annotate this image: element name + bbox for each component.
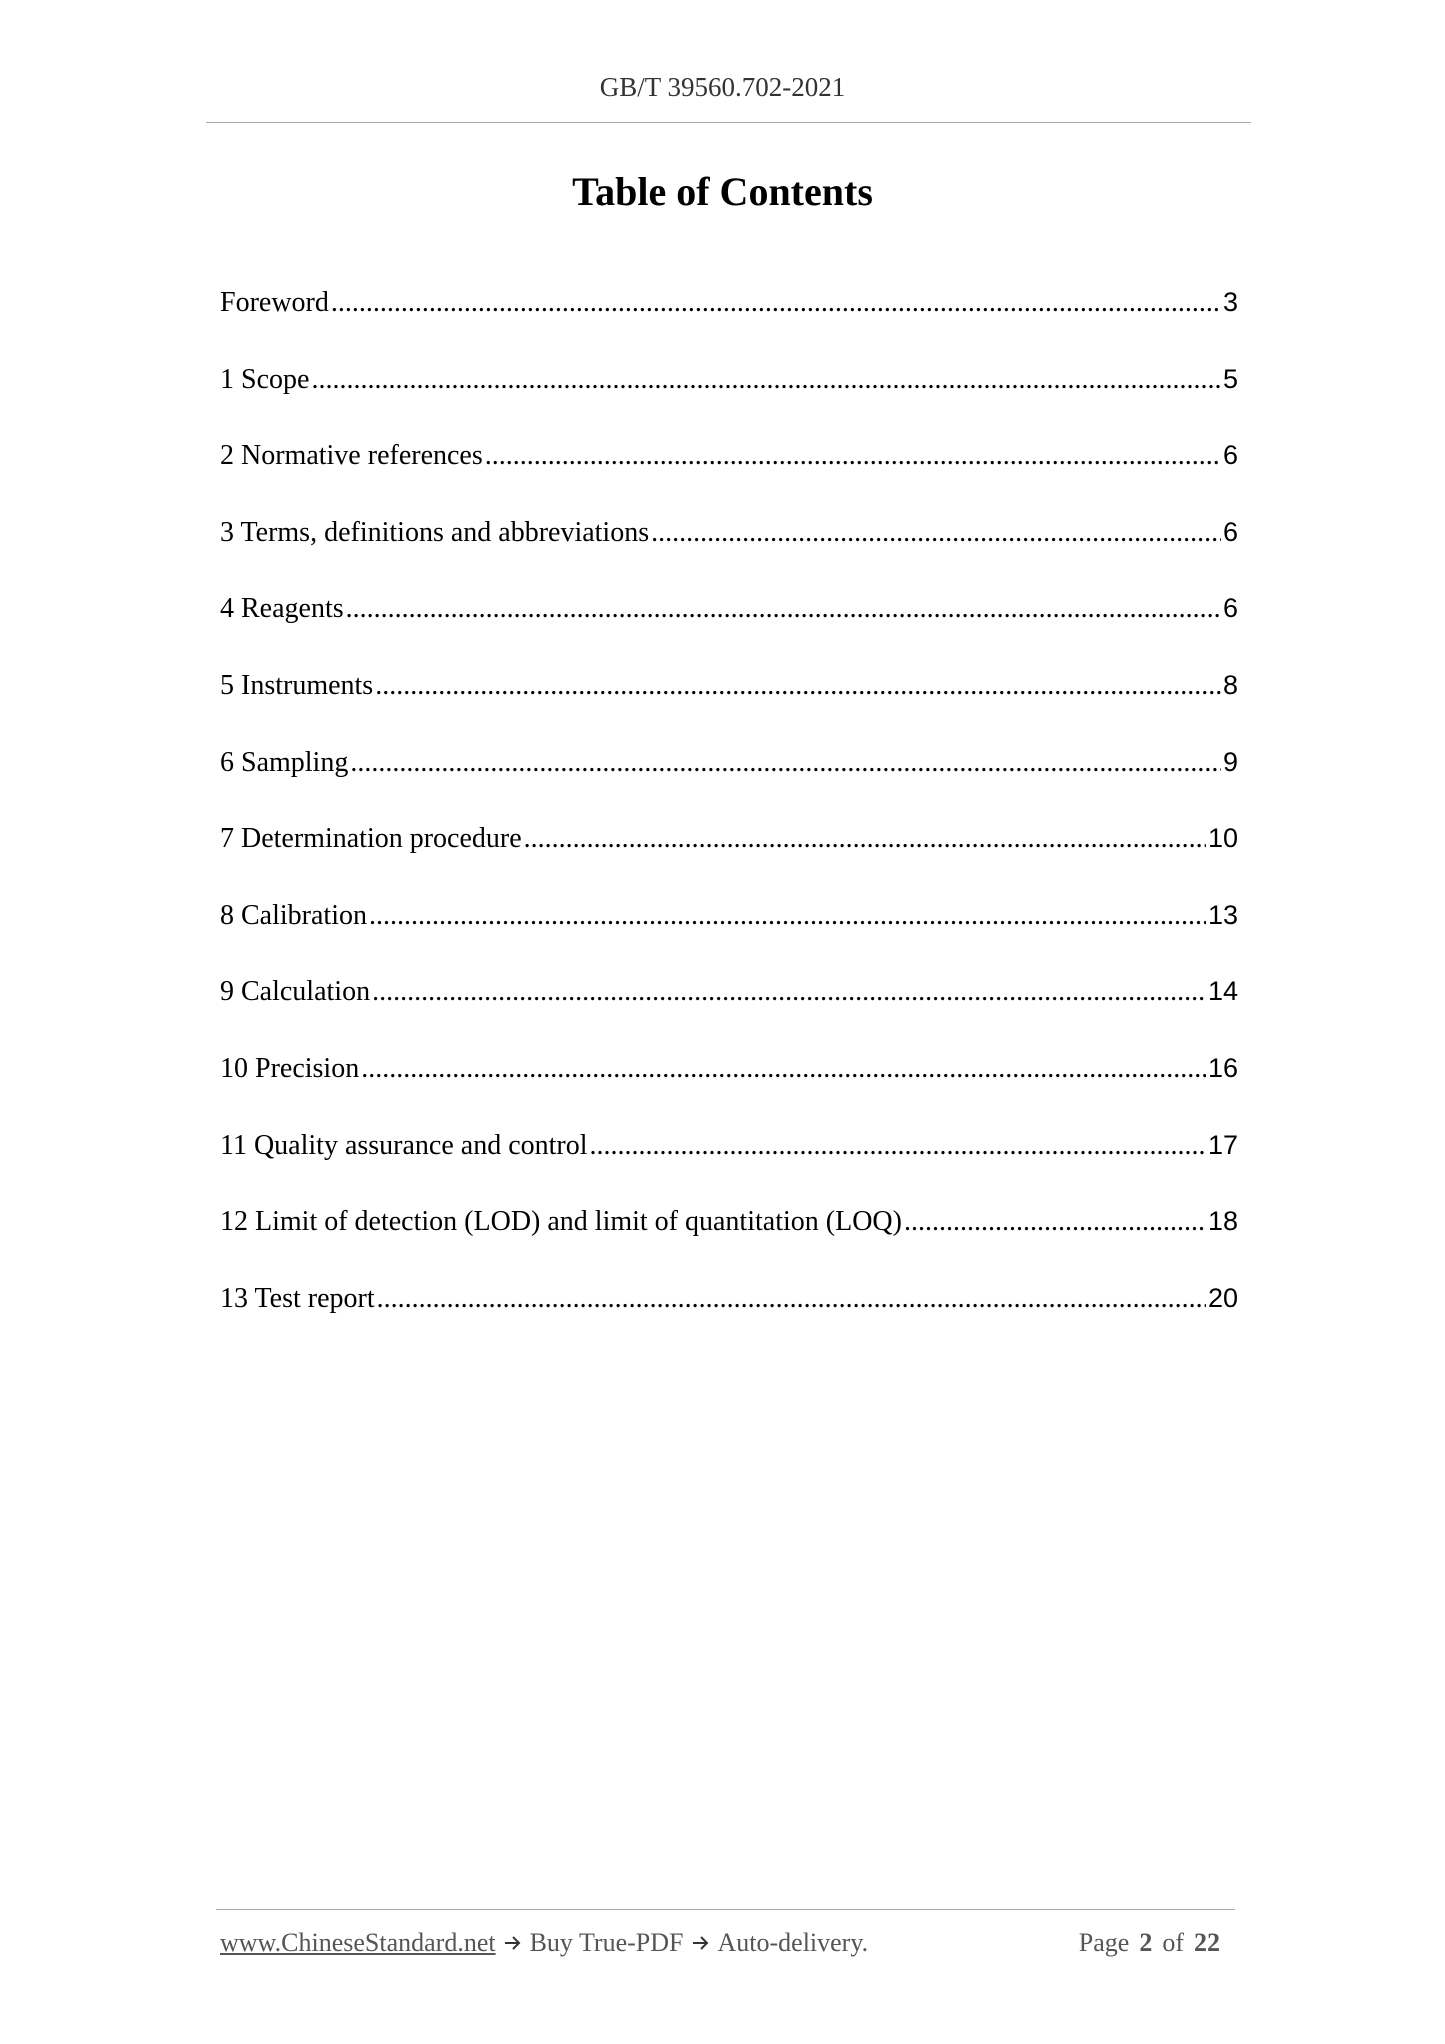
- toc-entry-label: 6 Sampling: [220, 746, 349, 778]
- dot-leader: [590, 1130, 1206, 1162]
- toc-entry-page: 16: [1207, 1052, 1238, 1083]
- header-divider: [206, 122, 1251, 123]
- dot-leader: [331, 287, 1221, 319]
- footer-divider: [216, 1909, 1235, 1910]
- toc-entry-test-report[interactable]: [220, 1283, 1238, 1360]
- dot-leader: [369, 900, 1206, 932]
- dot-leader: [485, 440, 1221, 472]
- toc-entry-label: 7 Determination procedure: [220, 823, 522, 855]
- dot-leader: [651, 517, 1221, 549]
- dot-leader: [375, 670, 1221, 702]
- toc-entry-page: 5: [1222, 363, 1238, 394]
- toc-entry-lod-loq[interactable]: [220, 1206, 1238, 1283]
- toc-entry-reagents[interactable]: [220, 593, 1238, 670]
- page-title: Table of Contents: [572, 169, 873, 214]
- toc-entry-page: 13: [1207, 899, 1238, 930]
- toc-entry-page: 17: [1207, 1129, 1238, 1160]
- page-footer: [220, 1928, 1230, 1958]
- toc-entry-page: 6: [1222, 516, 1238, 547]
- dot-leader: [311, 364, 1221, 396]
- total-pages: 22: [1194, 1928, 1220, 1957]
- footer-promo: [220, 1928, 868, 1958]
- toc-entry-page: 3: [1222, 287, 1238, 317]
- buy-text: Buy True-PDF: [529, 1928, 684, 1957]
- toc-list: [220, 287, 1238, 1359]
- toc-entry-normative-references[interactable]: [220, 440, 1238, 517]
- delivery-text: Auto-delivery.: [717, 1928, 869, 1957]
- toc-entry-page: 20: [1207, 1282, 1238, 1313]
- toc-entry-label: 2 Normative references: [220, 440, 483, 472]
- page-label: Page: [1078, 1928, 1130, 1957]
- dot-leader: [350, 747, 1221, 779]
- toc-entry-page: 6: [1222, 593, 1238, 624]
- toc-entry-precision[interactable]: [220, 1053, 1238, 1130]
- standard-code: GB/T 39560.702-2021: [599, 72, 846, 102]
- toc-entry-label: 1 Scope: [220, 363, 310, 395]
- dot-leader: [904, 1206, 1206, 1238]
- toc-entry-scope[interactable]: [220, 364, 1238, 441]
- toc-entry-label: 3 Terms, definitions and abbreviations: [220, 516, 650, 548]
- toc-entry-foreword[interactable]: [220, 287, 1238, 364]
- dot-leader: [346, 593, 1221, 625]
- toc-entry-label: 5 Instruments: [220, 669, 374, 701]
- current-page: 2: [1139, 1928, 1153, 1957]
- toc-entry-determination-procedure[interactable]: [220, 823, 1238, 900]
- right-arrow-icon: [504, 1928, 522, 1958]
- toc-entry-terms[interactable]: [220, 517, 1238, 594]
- toc-entry-label: 13 Test report: [220, 1282, 375, 1314]
- right-arrow-icon: [692, 1928, 710, 1958]
- toc-entry-page: 8: [1222, 669, 1238, 700]
- toc-entry-label: 10 Precision: [220, 1052, 360, 1084]
- dot-leader: [377, 1283, 1206, 1315]
- toc-entry-label: 8 Calibration: [220, 899, 367, 931]
- page-number: [1079, 1928, 1230, 1958]
- toc-entry-quality-assurance[interactable]: [220, 1130, 1238, 1207]
- toc-entry-label: Foreword: [220, 287, 329, 318]
- site-link[interactable]: www.ChineseStandard.net: [220, 1928, 496, 1957]
- toc-entry-label: 12 Limit of detection (LOD) and limit of quantitation (LOQ): [220, 1206, 902, 1238]
- dot-leader: [361, 1053, 1206, 1085]
- of-label: of: [1162, 1928, 1184, 1957]
- toc-entry-page: 18: [1207, 1206, 1238, 1237]
- toc-entry-label: 11 Quality assurance and control: [220, 1129, 588, 1161]
- toc-entry-page: 14: [1207, 976, 1238, 1007]
- toc-entry-instruments[interactable]: [220, 670, 1238, 747]
- toc-entry-label: 4 Reagents: [220, 593, 344, 625]
- toc-entry-page: 6: [1222, 440, 1238, 471]
- dot-leader: [372, 976, 1206, 1008]
- toc-entry-page: 9: [1222, 746, 1238, 777]
- toc-entry-label: 9 Calculation: [220, 976, 371, 1008]
- toc-entry-sampling[interactable]: [220, 747, 1238, 824]
- toc-entry-calculation[interactable]: [220, 976, 1238, 1053]
- toc-entry-page: 10: [1207, 823, 1238, 854]
- dot-leader: [524, 823, 1206, 855]
- toc-entry-calibration[interactable]: [220, 900, 1238, 977]
